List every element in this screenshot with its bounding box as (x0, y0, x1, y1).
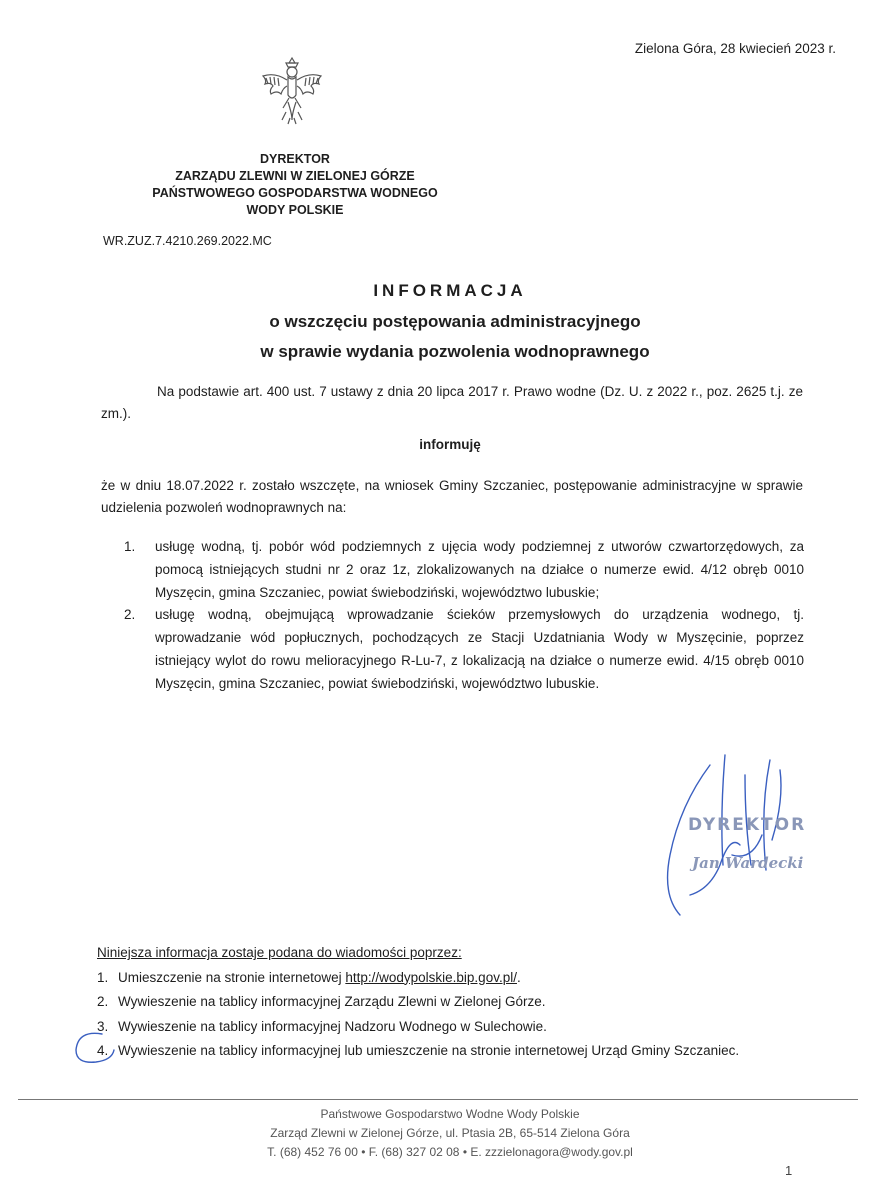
list-item-text: usługę wodną, obejmującą wprowadzanie ścieków przemysłowych do urządzenia wodnego, tj. wprowadzanie wód popłucznych, pochodzących ze Stacji Uzdatniania Wody w Myszęcinie, poprzez istniejący wylot do rowu melioracyjnego R-Lu-7, z lokalizacją na działce o numerze ewid. 4/15 obręb 0010 Myszęcin, gmina Szczaniec, powiat świebodziński, województwo lubuskie. (155, 607, 804, 691)
list-item (97, 1039, 807, 1064)
legal-basis-paragraph: Na podstawie art. 400 ust. 7 ustawy z dnia 20 lipca 2017 r. Prawo wodne (Dz. U. z 2022 r., poz. 2625 t.j. ze zm.). (101, 384, 803, 421)
bip-link[interactable]: http://wodypolskie.bip.gov.pl/ (345, 969, 517, 985)
list-item-label: Umieszczenie na stronie internetowej (118, 969, 346, 985)
list-item-text: Wywieszenie na tablicy informacyjnej lub umieszczenie na stronie internetowej Urząd Gminy Szczaniec. (118, 1043, 740, 1058)
list-item-number: 3. (97, 1018, 109, 1034)
document-subtitle: w sprawie wydania pozwolenia wodnoprawnego (260, 342, 650, 361)
page-footer (150, 1105, 750, 1162)
list-item-text: Wywieszenie na tablicy informacyjnej Nadzoru Wodnego w Sulechowie. (118, 1018, 547, 1034)
list-item-number: 4. (97, 1043, 109, 1058)
footer-line: Państwowe Gospodarstwo Wodne Wody Polskie (320, 1107, 580, 1121)
list-item-suffix: . (516, 969, 521, 985)
issuer-header (140, 151, 450, 219)
header-line: WODY POLSKIE (246, 203, 344, 217)
proceedings-paragraph: że w dniu 18.07.2022 r. zostało wszczęte, na wniosek Gminy Szczaniec, postępowanie administracyjne w sprawie udzielenia pozwoleń wodnoprawnych na: (101, 478, 803, 515)
list-item-text (118, 966, 807, 991)
permit-list (124, 536, 804, 696)
stamp-title: DYREKTOR (688, 815, 807, 835)
informuje-heading: informuję (419, 437, 481, 452)
footer-divider (18, 1099, 858, 1100)
document-date: Zielona Góra, 28 kwiecień 2023 r. (634, 41, 836, 56)
footer-line: T. (68) 452 76 00 • F. (68) 327 02 08 • E. zzzielonagora@wody.gov.pl (267, 1145, 633, 1159)
header-line: PAŃSTWOWEGO GOSPODARSTWA WODNEGO (152, 186, 438, 200)
dissemination-heading: Niniejsza informacja zostaje podana do wiadomości poprzez: (97, 945, 462, 960)
list-item-text: Wywieszenie na tablicy informacyjnej Zarządu Zlewni w Zielonej Górze. (118, 994, 546, 1009)
list-item (124, 604, 804, 695)
handwritten-signature (650, 745, 830, 925)
dissemination-section (97, 941, 807, 1064)
reference-number: WR.ZUZ.7.4210.269.2022.MC (103, 234, 272, 248)
list-item (97, 966, 807, 991)
list-item-number: 2. (124, 607, 136, 623)
footer-line: Zarząd Zlewni w Zielonej Górze, ul. Ptasia 2B, 65-514 Zielona Góra (270, 1126, 630, 1140)
polish-eagle-emblem (252, 52, 332, 130)
list-item-text: usługę wodną, tj. pobór wód podziemnych z ujęcia wody podziemnej z utworów czwartorzędowych, za pomocą istniejących studni nr 2 oraz 1z, zlokalizowanych na działce o numerze ewid. 4/12 obręb 0010 Myszęcin, gmina Szczaniec, powiat świebodziński, województwo lubuskie; (155, 539, 804, 600)
header-line: ZARZĄDU ZLEWNI W ZIELONEJ GÓRZE (175, 169, 415, 183)
list-item (97, 990, 807, 1015)
list-item-number: 1. (124, 539, 136, 554)
handwritten-circle-mark (72, 1028, 122, 1068)
header-line: DYREKTOR (260, 152, 330, 166)
stamp-name: Jan Wardecki (692, 854, 804, 872)
list-item-number: 1. (97, 969, 109, 985)
page-number: 1 (785, 1163, 793, 1178)
document-subtitle: o wszczęciu postępowania administracyjnego (269, 312, 641, 331)
list-item (97, 1015, 807, 1040)
document-title: INFORMACJA (373, 281, 527, 300)
list-item-number: 2. (97, 994, 109, 1009)
list-item (124, 536, 804, 604)
